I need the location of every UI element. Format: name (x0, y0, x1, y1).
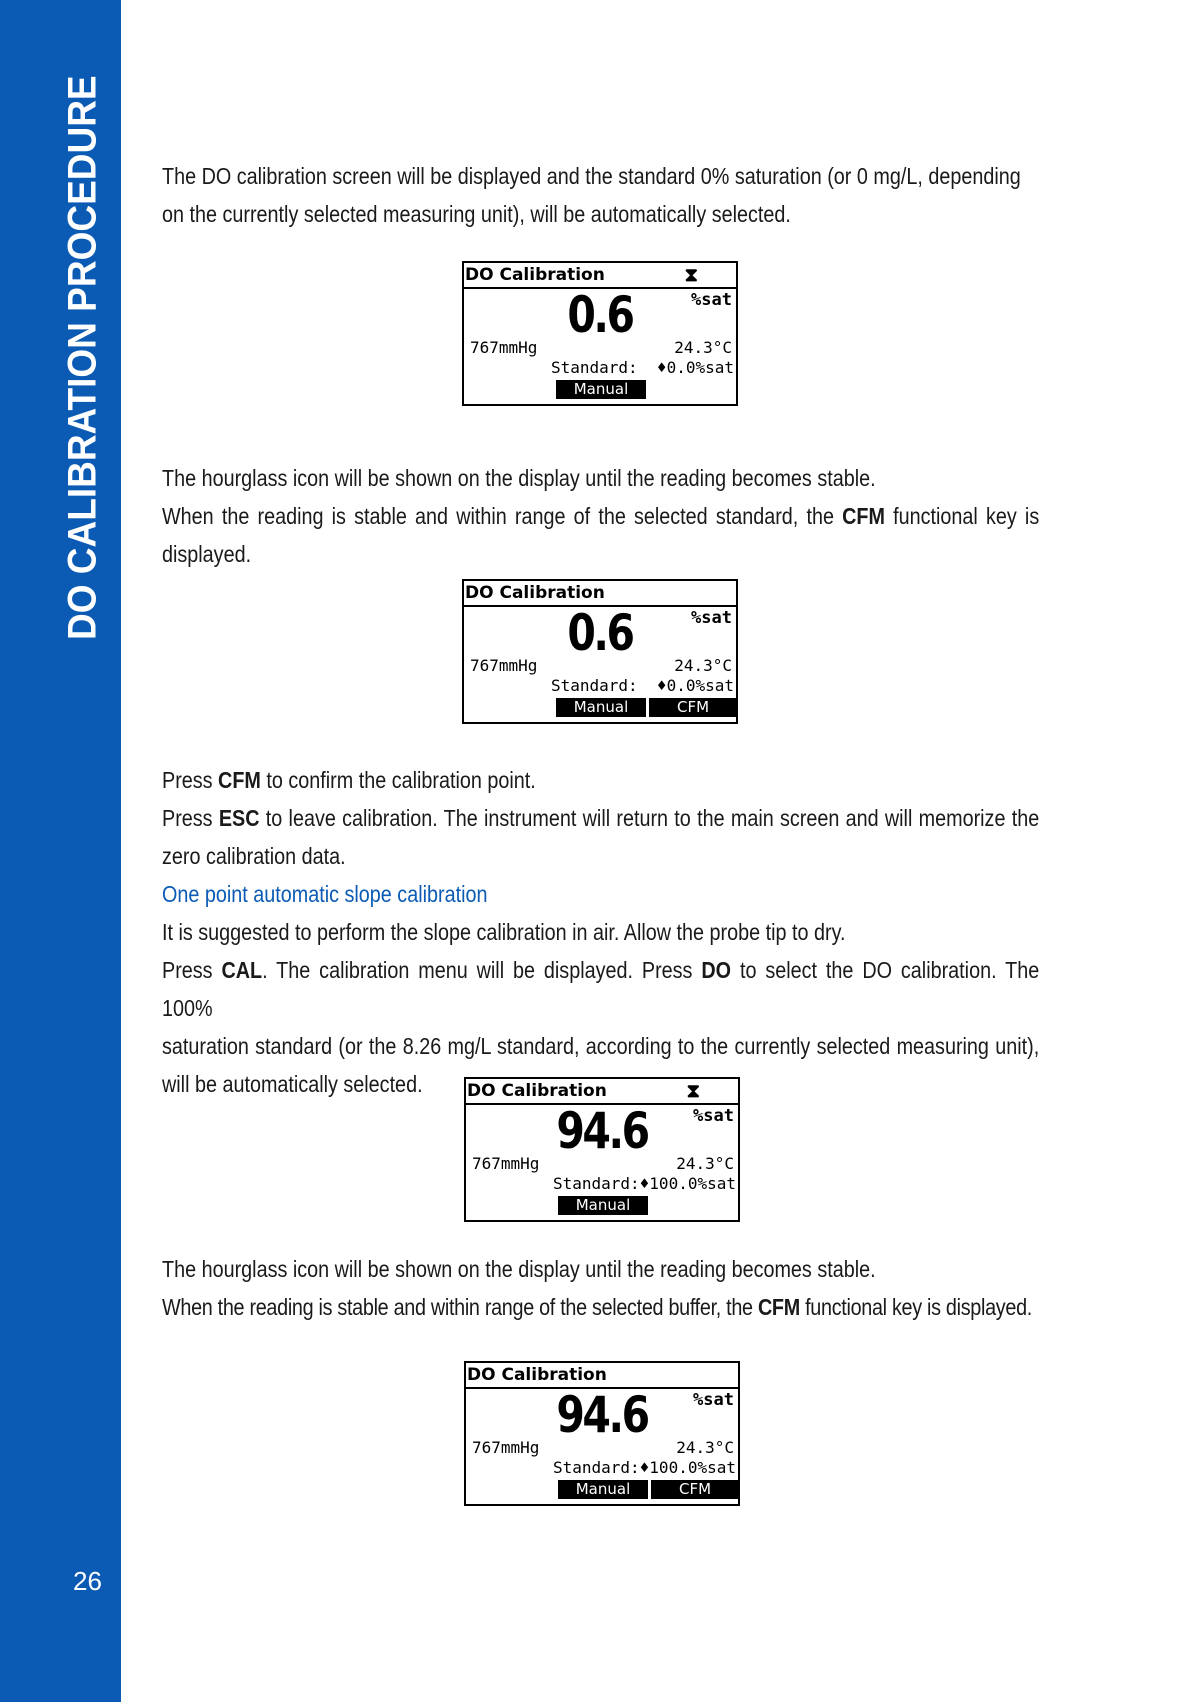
lcd-title: DO Calibration (464, 263, 736, 289)
lcd-standard: Standard: ♦0.0%sat (550, 676, 734, 695)
lcd-reading: 94.6 (556, 1102, 648, 1160)
section-heading: One point automatic slope calibration (162, 881, 488, 907)
lcd-function-keys (556, 698, 737, 717)
text-line: The hourglass icon will be shown on the display until the reading becomes stable. (162, 1256, 876, 1282)
cfm-key: CFM (651, 1480, 739, 1499)
sidebar (0, 0, 121, 1702)
lcd-pressure: 767mmHg (472, 1154, 540, 1173)
lcd-temperature: 24.3°C (674, 338, 732, 357)
paragraph-confirm (162, 761, 1039, 1103)
lcd-temperature: 24.3°C (674, 656, 732, 675)
lcd-temperature: 24.3°C (676, 1438, 734, 1457)
lcd-pressure: 767mmHg (470, 656, 538, 675)
lcd-pressure: 767mmHg (472, 1438, 540, 1457)
manual-key: Manual (558, 1196, 648, 1215)
section-title: DO CALIBRATION PROCEDURE (60, 75, 105, 640)
manual-key: Manual (556, 698, 646, 717)
lcd-function-keys (558, 1480, 739, 1499)
cfm-key-label: CFM (842, 503, 885, 529)
manual-key: Manual (558, 1480, 648, 1499)
hourglass-icon: ⧗ (684, 264, 698, 286)
lcd-unit: %sat (693, 1390, 734, 1410)
text-line: zero calibration data. (162, 843, 346, 869)
lcd-reading: 0.6 (567, 286, 633, 344)
lcd-screen-slope-stable (464, 1361, 740, 1506)
lcd-reading: 94.6 (556, 1386, 648, 1444)
lcd-standard: Standard:♦100.0%sat (552, 1174, 736, 1193)
lcd-title: DO Calibration (466, 1363, 738, 1389)
lcd-title: DO Calibration (466, 1079, 738, 1105)
text-line: displayed. (162, 541, 252, 567)
lcd-function-keys (556, 380, 646, 399)
lcd-title: DO Calibration (464, 581, 736, 607)
text-line: When the reading is stable and within range of the selected buffer, the CFM functional key is displayed. (162, 1294, 1032, 1320)
text-line: The hourglass icon will be shown on the display until the reading becomes stable. (162, 465, 876, 491)
lcd-pressure: 767mmHg (470, 338, 538, 357)
text-line: When the reading is stable and within range of the selected standard, the CFM functional key is (162, 503, 1040, 529)
text-line: will be automatically selected. (162, 1071, 423, 1097)
paragraph-intro (162, 157, 1039, 233)
manual-key: Manual (556, 380, 646, 399)
lcd-unit: %sat (691, 608, 732, 628)
hourglass-icon: ⧗ (686, 1080, 700, 1102)
text-line: Press CAL. The calibration menu will be displayed. Press DO to select the DO calibration. The 100% (162, 957, 1040, 1021)
text-line: It is suggested to perform the slope calibration in air. Allow the probe tip to dry. (162, 919, 846, 945)
lcd-screen-slope-waiting (464, 1077, 740, 1222)
lcd-reading: 0.6 (567, 604, 633, 662)
lcd-unit: %sat (693, 1106, 734, 1126)
text-line: saturation standard (or the 8.26 mg/L standard, according to the currently selected measuring unit), (162, 1033, 1040, 1059)
lcd-unit: %sat (691, 290, 732, 310)
cfm-key: CFM (649, 698, 737, 717)
text-line: Press ESC to leave calibration. The instrument will return to the main screen and will memorize the (162, 805, 1040, 831)
page-number: 26 (73, 1566, 102, 1596)
lcd-temperature: 24.3°C (676, 1154, 734, 1173)
text-line: The DO calibration screen will be displayed and the standard 0% saturation (or 0 mg/L, depending (162, 163, 1021, 189)
lcd-screen-zero-stable (462, 579, 738, 724)
paragraph-slope-stable (162, 1250, 1039, 1326)
text-line: Press CFM to confirm the calibration point. (162, 767, 536, 793)
paragraph-stable (162, 459, 1039, 573)
lcd-standard: Standard:♦100.0%sat (552, 1458, 736, 1477)
text-line: on the currently selected measuring unit), will be automatically selected. (162, 201, 791, 227)
lcd-screen-zero-waiting (462, 261, 738, 406)
lcd-standard: Standard: ♦0.0%sat (550, 358, 734, 377)
lcd-function-keys (558, 1196, 648, 1215)
